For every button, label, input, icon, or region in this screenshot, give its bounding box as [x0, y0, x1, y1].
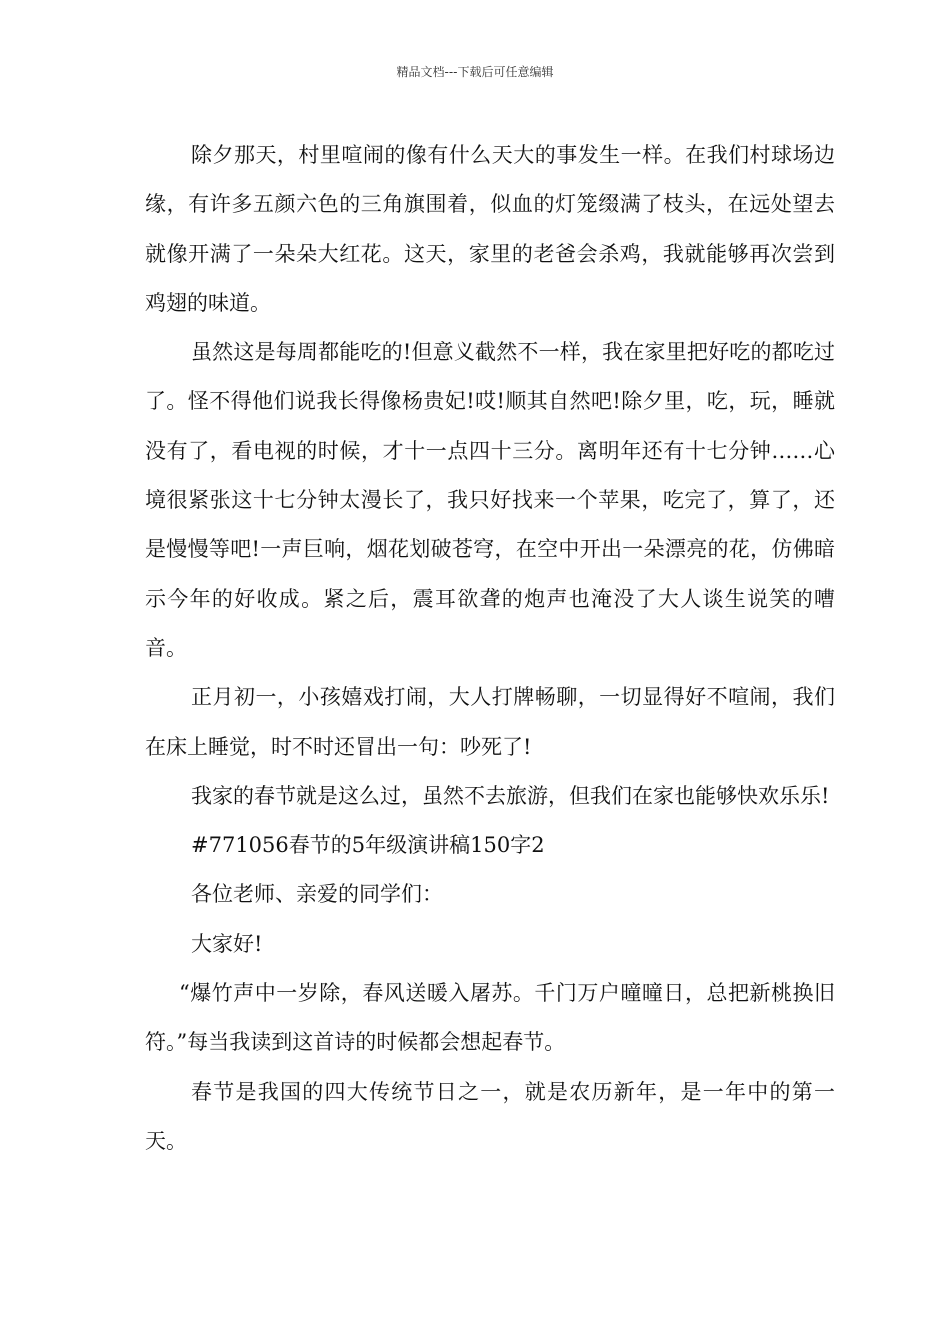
paragraph-poem: “爆竹声中一岁除，春风送暖入屠苏。千门万户曈曈日，总把新桃换旧符。”每当我读到这首诗的时候都会想起春节。	[145, 981, 835, 1055]
speech-greeting-hello: 大家好!	[191, 931, 263, 956]
paragraph-family-spring-festival: 我家的春节就是这么过，虽然不去旅游，但我们在家也能够快欢乐乐!	[191, 783, 830, 808]
speech-title: #771056春节的5年级演讲稿150字2	[191, 833, 545, 858]
page-header: 精品文档---下载后可任意编辑	[396, 65, 554, 79]
paragraph-first-day: 正月初一，小孩嬉戏打闹，大人打牌畅聊，一切显得好不喧闹，我们在床上睡觉，时不时还冒出一句：吵死了!	[145, 685, 835, 759]
paragraph-new-year-eve: 除夕那天，村里喧闹的像有什么天大的事发生一样。在我们村球场边缘，有许多五颜六色的三角旗围着，似血的灯笼缀满了枝头，在远处望去就像开满了一朵朵大红花。这天，家里的老爸会杀鸡，我就能够再次尝到鸡翅的味道。	[145, 143, 835, 315]
paragraph-spring-festival-intro: 春节是我国的四大传统节日之一，就是农历新年，是一年中的第一天。	[145, 1079, 835, 1153]
speech-greeting-audience: 各位老师、亲爱的同学们：	[191, 882, 443, 907]
document-body	[145, 131, 835, 1166]
paragraph-fireworks: 虽然这是每周都能吃的!但意义截然不一样，我在家里把好吃的都吃过了。怪不得他们说我长得像杨贵妃!哎!顺其自然吧!除夕里，吃，玩，睡就没有了，看电视的时候，才十一点四十三分。离明年还有十七分钟……心境很紧张这十七分钟太漫长了，我只好找来一个苹果，吃完了，算了，还是慢慢等吧!一声巨响，烟花划破苍穹，在空中开出一朵漂亮的花，仿佛暗示今年的好收成。紧之后，震耳欲聋的炮声也淹没了大人谈生说笑的嘈音。	[145, 340, 835, 660]
